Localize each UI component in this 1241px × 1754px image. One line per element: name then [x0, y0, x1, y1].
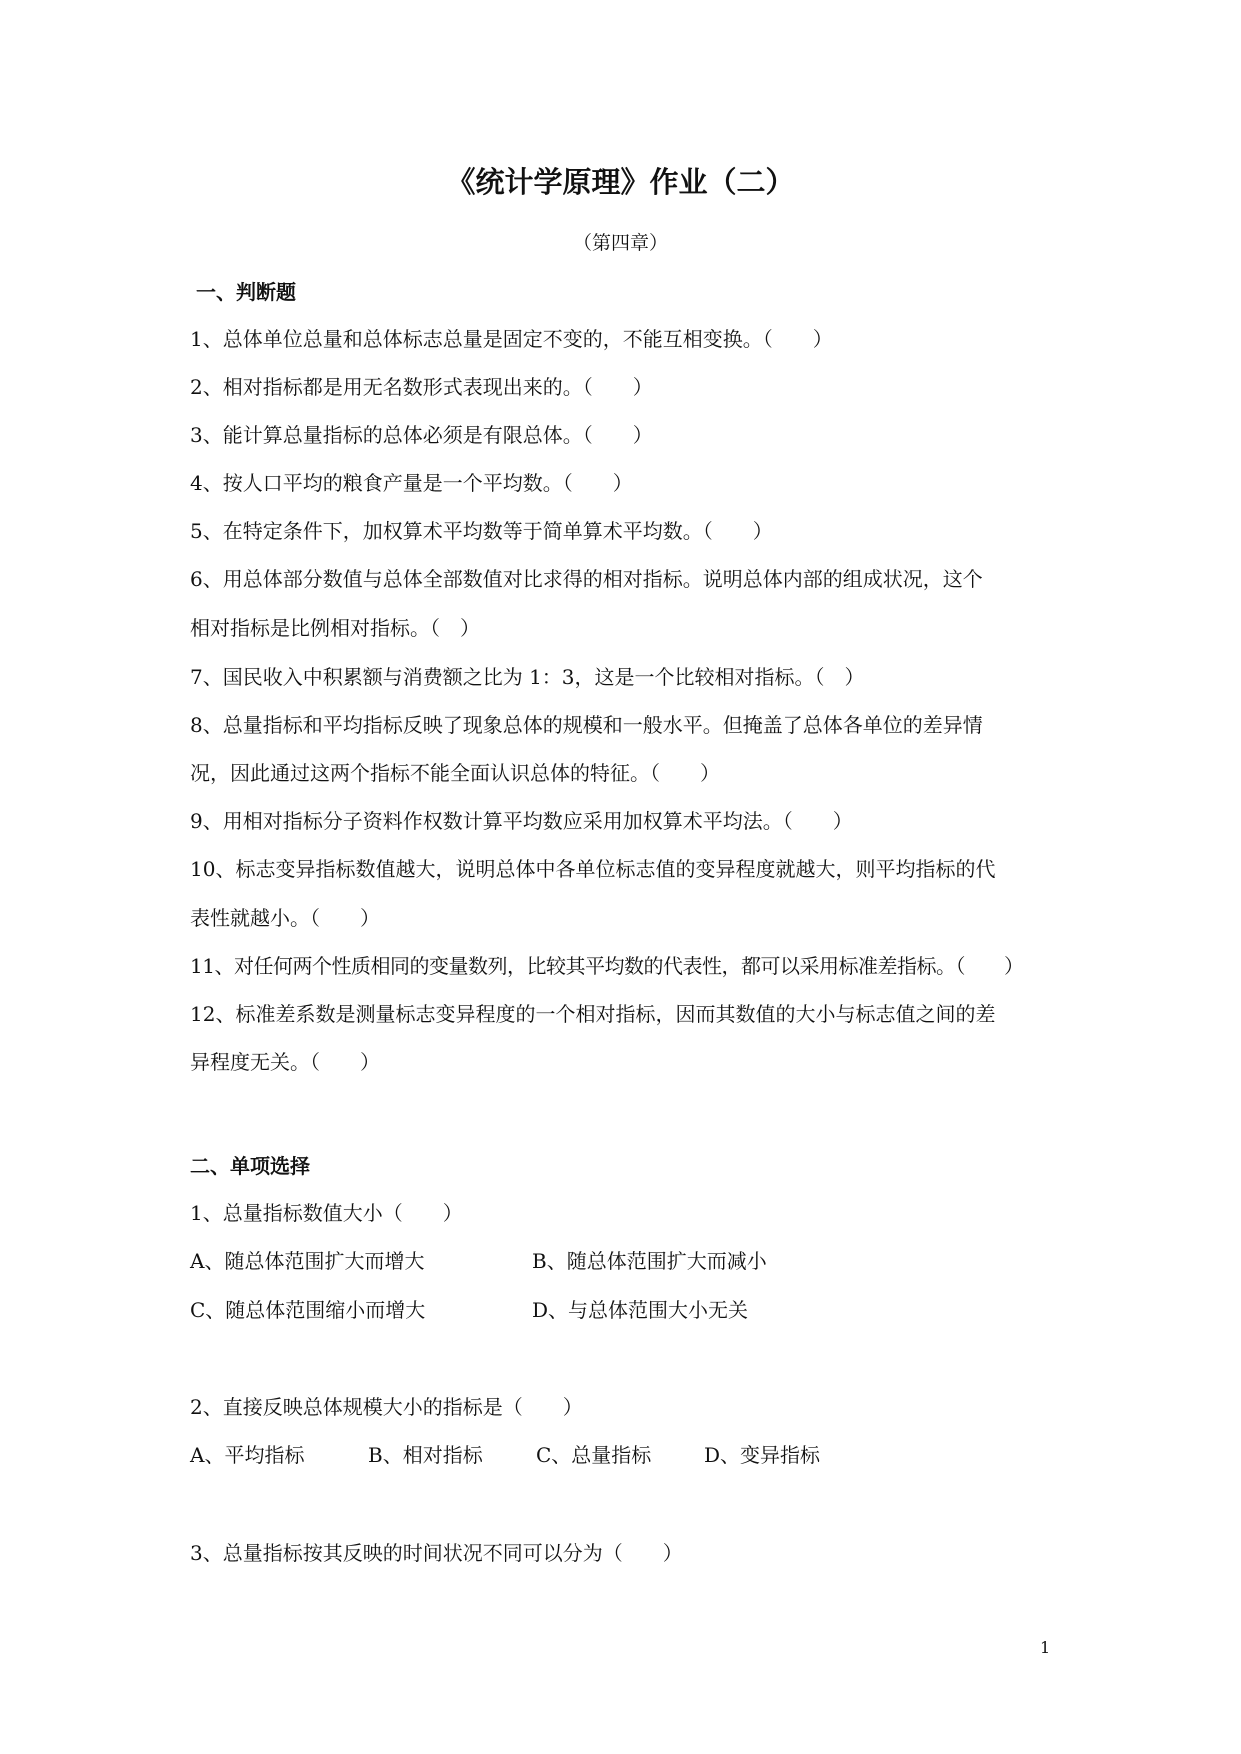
question-line: 表性就越小。（ ）: [190, 906, 380, 930]
question-line: 1、总体单位总量和总体标志总量是固定不变的，不能互相变换。（ ）: [190, 327, 833, 351]
option-c: C、随总体范围缩小而增大: [190, 1298, 426, 1322]
question-line: 8、总量指标和平均指标反映了现象总体的规模和一般水平。但掩盖了总体各单位的差异情: [190, 713, 983, 737]
section-heading-true-false: 一、判断题: [196, 280, 296, 304]
question-line: 3、能计算总量指标的总体必须是有限总体。（ ）: [190, 423, 653, 447]
question-line: 6、用总体部分数值与总体全部数值对比求得的相对指标。说明总体内部的组成状况，这个: [190, 567, 983, 591]
question-line: 相对指标是比例相对指标。（ ）: [190, 616, 480, 640]
question-stem: 2、直接反映总体规模大小的指标是（ ）: [190, 1395, 583, 1419]
section-heading-single-choice: 二、单项选择: [190, 1154, 310, 1178]
question-line: 7、国民收入中积累额与消费额之比为 1：3，这是一个比较相对指标。（ ）: [190, 665, 865, 689]
question-line: 况，因此通过这两个指标不能全面认识总体的特征。（ ）: [190, 761, 720, 785]
option-b: B、随总体范围扩大而减小: [532, 1249, 767, 1273]
option-d: D、变异指标: [704, 1443, 821, 1467]
option-c: C、总量指标: [536, 1443, 652, 1467]
question-line: 10、标志变异指标数值越大，说明总体中各单位标志值的变异程度就越大，则平均指标的代: [190, 857, 996, 881]
question-line: 11、对任何两个性质相同的变量数列，比较其平均数的代表性，都可以采用标准差指标。（ ）: [190, 954, 1024, 978]
option-d: D、与总体范围大小无关: [532, 1298, 749, 1322]
question-line: 2、相对指标都是用无名数形式表现出来的。（ ）: [190, 375, 653, 399]
option-b: B、相对指标: [368, 1443, 483, 1467]
question-line: 9、用相对指标分子资料作权数计算平均数应采用加权算术平均法。（ ）: [190, 809, 853, 833]
page-number: 1: [1040, 1638, 1051, 1657]
option-a: A、随总体范围扩大而增大: [190, 1249, 425, 1273]
question-line: 异程度无关。（ ）: [190, 1050, 380, 1074]
question-line: 12、标准差系数是测量标志变异程度的一个相对指标，因而其数值的大小与标志值之间的差: [190, 1002, 996, 1026]
question-line: 4、按人口平均的粮食产量是一个平均数。（ ）: [190, 471, 633, 495]
chapter-subtitle: （第四章）: [572, 232, 668, 254]
question-stem: 3、总量指标按其反映的时间状况不同可以分为（ ）: [190, 1541, 683, 1565]
document-title: 《统计学原理》作业（二）: [446, 165, 795, 199]
question-stem: 1、总量指标数值大小（ ）: [190, 1201, 463, 1225]
option-a: A、平均指标: [190, 1443, 305, 1467]
question-line: 5、在特定条件下，加权算术平均数等于简单算术平均数。（ ）: [190, 519, 773, 543]
